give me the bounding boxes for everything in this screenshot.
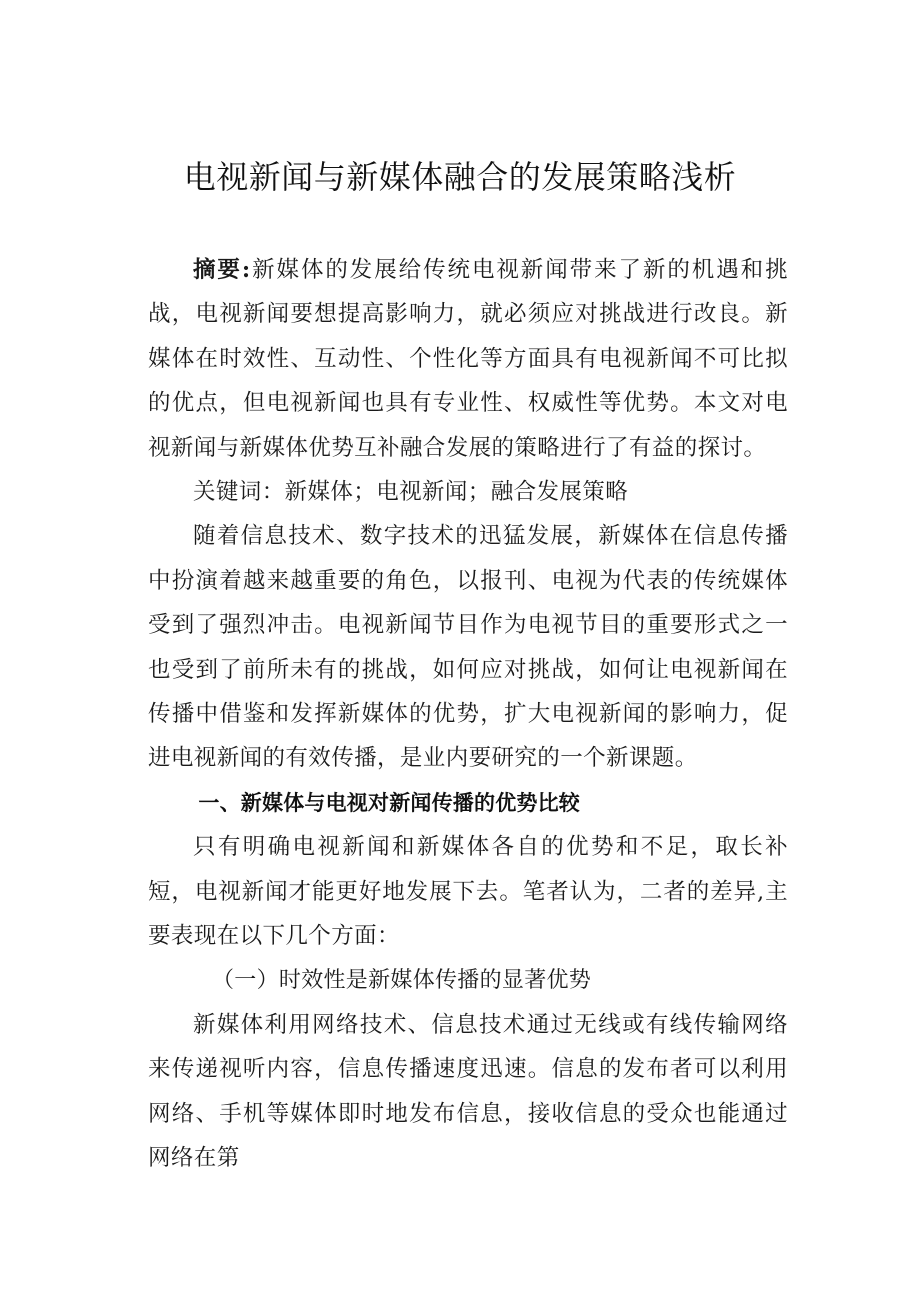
section-1-heading: 一、新媒体与电视对新闻传播的优势比较 (198, 790, 580, 815)
section-1-paragraph: 只有明确电视新闻和新媒体各自的优势和不足，取长补短，电视新闻才能更好地发展下去。笔者认为，二者的差异,主要表现在以下几个方面： (148, 834, 788, 950)
abstract-paragraph (148, 248, 788, 470)
document-body (148, 248, 788, 1181)
intro-paragraph: 随着信息技术、数字技术的迅猛发展，新媒体在信息传播中扮演着越来越重要的角色，以报刊、电视为代表的传统媒体受到了强烈冲击。电视新闻节目作为电视节目的重要形式之一也受到了前所未有的挑战，如何应对挑战，如何让电视新闻在传播中借鉴和发挥新媒体的优势，扩大电视新闻的影响力，促进电视新闻的有效传播，是业内要研究的一个新课题。 (148, 523, 788, 772)
document-title: 电视新闻与新媒体融合的发展策略浅析 (183, 158, 737, 196)
keywords-paragraph: 关键词：新媒体；电视新闻；融合发展策略 (193, 479, 629, 506)
abstract-label: 摘要: (193, 257, 251, 283)
abstract-text: 新媒体的发展给传统电视新闻带来了新的机遇和挑战，电视新闻要想提高影响力，就必须应对挑战进行改良。新媒体在时效性、互动性、个性化等方面具有电视新闻不可比拟的优点，但电视新闻也具有专业性、权威性等优势。本文对电视新闻与新媒体优势互补融合发展的策略进行了有益的探讨。 (148, 257, 788, 461)
subsection-1-heading: （一）时效性是新媒体传播的显著优势 (212, 967, 592, 993)
subsection-1-paragraph: 新媒体利用网络技术、信息技术通过无线或有线传输网络来传递视听内容，信息传播速度迅速。信息的发布者可以利用网络、手机等媒体即时地发布信息，接收信息的受众也能通过网络在第 (148, 1011, 788, 1172)
